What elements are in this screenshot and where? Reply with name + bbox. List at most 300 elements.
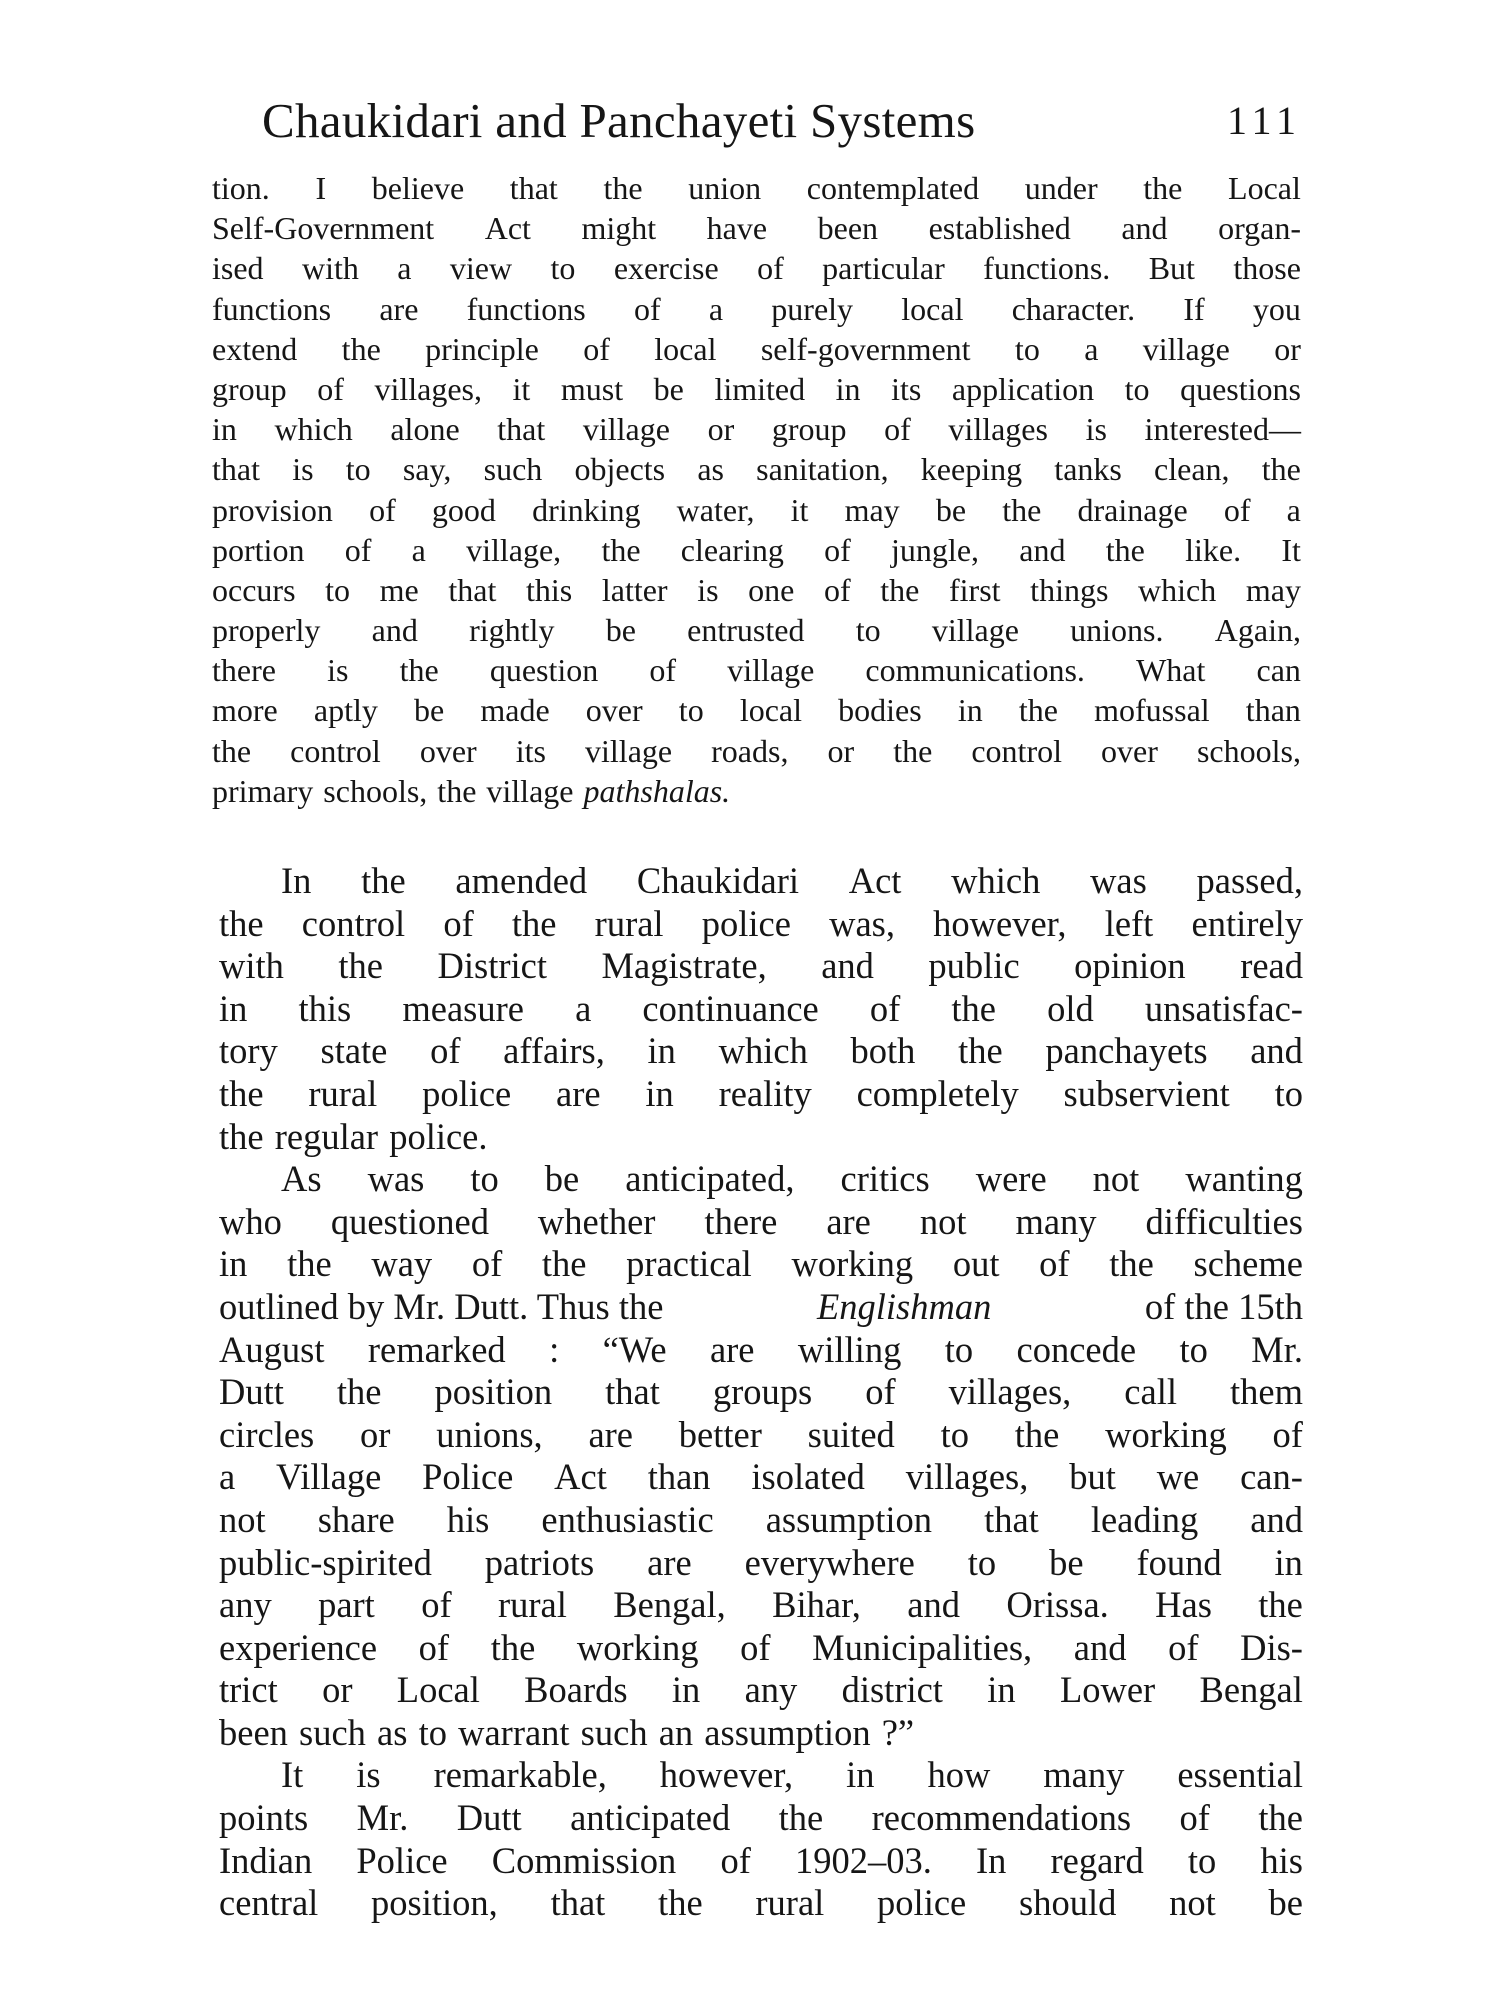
text-line <box>219 1797 1303 1840</box>
word: clearing <box>680 531 784 568</box>
word: keeping <box>920 451 1023 488</box>
word: are <box>556 1072 601 1114</box>
word: points <box>219 1797 309 1839</box>
word: of <box>369 491 396 528</box>
text-line <box>212 208 1301 248</box>
word: are <box>379 290 419 327</box>
word: unions. <box>1070 612 1164 649</box>
text-line <box>212 168 1301 208</box>
word: unsatisfac- <box>1144 987 1303 1029</box>
line-text: outlined by Mr. Dutt. Thus the <box>219 1285 664 1327</box>
word: whether <box>537 1200 656 1242</box>
word: to <box>345 451 371 488</box>
word: the <box>1143 170 1183 206</box>
word: Boards <box>524 1669 628 1711</box>
word: be <box>544 1158 580 1200</box>
word: a <box>575 987 592 1029</box>
word: old <box>1047 987 1094 1029</box>
word: those <box>1233 250 1301 287</box>
word: village <box>1142 330 1230 367</box>
word: Again, <box>1214 612 1301 649</box>
text-line <box>219 1243 1303 1286</box>
quoted-speech-block <box>212 168 1301 811</box>
word: the <box>880 571 920 608</box>
word: any <box>744 1669 798 1711</box>
paragraph-first-line <box>219 1754 1303 1797</box>
word: village <box>931 612 1019 649</box>
word: be <box>605 612 636 649</box>
word: to <box>1014 330 1040 367</box>
word: the <box>893 732 933 769</box>
word: as <box>697 451 724 488</box>
word: it <box>790 491 809 528</box>
word: : <box>549 1328 560 1370</box>
word: of <box>720 1839 751 1881</box>
text-line <box>219 945 1303 988</box>
word: group <box>771 411 847 448</box>
word: than <box>1245 692 1301 729</box>
word: functions. <box>983 250 1111 287</box>
word: of <box>1223 491 1251 528</box>
word: of <box>418 1626 450 1668</box>
line-text: primary schools, the village <box>212 772 574 809</box>
word: may <box>1245 571 1301 608</box>
word: the <box>341 330 381 367</box>
word: his <box>446 1498 490 1540</box>
word: rural <box>497 1584 567 1626</box>
text-line <box>219 1669 1303 1712</box>
word: to <box>1124 370 1150 407</box>
text-line <box>212 248 1301 288</box>
word: latter <box>601 571 668 608</box>
text-line <box>219 988 1303 1031</box>
word: water, <box>676 491 755 528</box>
word: extend <box>212 330 298 367</box>
word: be <box>653 370 684 407</box>
word: to <box>325 571 351 608</box>
word: public <box>928 945 1020 987</box>
word: mofussal <box>1094 692 1210 729</box>
word: What <box>1136 652 1206 689</box>
word: of <box>471 1243 503 1285</box>
word: are <box>588 1413 633 1455</box>
word: me <box>379 571 419 608</box>
word: of <box>1039 1243 1070 1285</box>
word: measure <box>402 987 524 1029</box>
word: Bengal <box>1199 1669 1303 1711</box>
word: Commission <box>491 1839 677 1881</box>
word: must <box>560 370 624 407</box>
paragraph-first-line <box>219 860 1303 903</box>
word: that <box>448 571 497 608</box>
text-line <box>212 650 1301 690</box>
word: should <box>1018 1882 1117 1924</box>
word: established <box>928 210 1071 247</box>
word: rural <box>594 902 664 944</box>
word: of <box>869 987 901 1029</box>
word: experience <box>219 1626 378 1668</box>
word: over <box>585 692 643 729</box>
word: in <box>1274 1541 1303 1583</box>
word: 1902–03. <box>794 1839 932 1881</box>
word: Bengal, <box>613 1584 726 1626</box>
word: however, <box>933 902 1067 944</box>
word: roads, <box>711 732 789 769</box>
word: might <box>581 210 657 247</box>
word: was, <box>829 902 895 944</box>
word: many <box>1015 1200 1097 1242</box>
word: of <box>421 1584 452 1626</box>
word: functions <box>212 290 332 327</box>
word: of <box>824 531 851 568</box>
word: be <box>1049 1541 1084 1583</box>
word: purely <box>771 290 854 327</box>
word: villages, <box>905 1456 1029 1498</box>
word: Dis- <box>1240 1626 1303 1668</box>
word: particular <box>822 250 945 287</box>
word: one <box>748 571 795 608</box>
word: village <box>727 652 815 689</box>
text-line <box>212 409 1301 449</box>
word: its <box>515 732 546 769</box>
word: may <box>844 491 900 528</box>
word: which <box>951 860 1041 901</box>
word: in <box>647 1030 676 1072</box>
word: of <box>1272 1413 1303 1455</box>
text-line <box>212 610 1301 650</box>
word: the <box>541 1243 587 1285</box>
word: rightly <box>469 612 555 649</box>
word: found <box>1136 1541 1222 1583</box>
word: the <box>1258 1797 1303 1839</box>
word: and <box>1019 531 1066 568</box>
word: scheme <box>1193 1243 1303 1285</box>
text-line: the regular police. <box>219 1115 488 1157</box>
word: and <box>1250 1498 1303 1540</box>
word: way <box>371 1243 433 1285</box>
word: continuance <box>642 987 819 1029</box>
word: in <box>219 987 248 1029</box>
word: local <box>654 330 717 367</box>
word: such <box>483 451 543 488</box>
word: made <box>480 692 550 729</box>
word: a <box>219 1456 236 1498</box>
word: been <box>817 210 879 247</box>
word: villages, <box>374 370 482 407</box>
word: District <box>437 945 547 987</box>
word: there <box>704 1200 778 1242</box>
word: I <box>315 170 327 206</box>
word: opinion <box>1074 945 1186 987</box>
text-line <box>219 1371 1303 1414</box>
word: central <box>219 1882 319 1924</box>
word: say, <box>402 451 452 488</box>
word: to <box>944 1328 974 1370</box>
word: who <box>219 1200 282 1242</box>
word: of <box>317 370 344 407</box>
page-number: 111 <box>1226 98 1302 143</box>
word: be <box>414 692 445 729</box>
word: you <box>1252 290 1301 327</box>
word: and <box>821 945 874 987</box>
word: the <box>336 1371 382 1413</box>
word: that <box>984 1498 1039 1540</box>
word: rural <box>755 1882 825 1924</box>
word: rural <box>308 1072 378 1114</box>
word: state <box>320 1030 388 1072</box>
text-line <box>212 771 1301 811</box>
word: Local <box>396 1669 480 1711</box>
word: remarkable, <box>433 1754 607 1796</box>
word: But <box>1148 250 1195 287</box>
word: is <box>292 451 314 488</box>
word: exercise <box>613 250 719 287</box>
text-line <box>219 1584 1303 1627</box>
word: regard <box>1050 1839 1144 1881</box>
word: however, <box>659 1754 794 1796</box>
word: of <box>633 290 661 327</box>
word: group <box>212 370 287 407</box>
word: not <box>219 1498 266 1540</box>
word: of <box>865 1371 896 1413</box>
word: occurs <box>212 571 296 608</box>
word: are <box>709 1328 755 1370</box>
word: patriots <box>484 1541 595 1583</box>
word: over <box>419 732 477 769</box>
word: recommendations <box>871 1797 1132 1839</box>
word: under <box>1024 170 1098 206</box>
word: the <box>399 652 439 689</box>
text-line <box>219 1882 1303 1925</box>
word: were <box>975 1158 1047 1200</box>
word: properly <box>212 612 321 649</box>
word: ised <box>212 250 264 287</box>
word: and <box>1073 1626 1127 1668</box>
text-line <box>212 490 1301 530</box>
text-line <box>212 289 1301 329</box>
text-line <box>219 1030 1303 1073</box>
word: to <box>1179 1328 1208 1370</box>
word: in <box>835 370 861 407</box>
word: not <box>919 1200 967 1242</box>
word: left <box>1104 902 1154 944</box>
word: good <box>431 491 496 528</box>
word: remarked <box>367 1328 506 1370</box>
word: to <box>1187 1839 1217 1881</box>
text-line: been such as to warrant such an assumption ?” <box>219 1711 915 1753</box>
word: questioned <box>330 1200 489 1242</box>
word: a <box>1084 330 1099 367</box>
word: how <box>927 1754 991 1796</box>
word: objects <box>574 451 666 488</box>
word: the <box>212 732 252 769</box>
word: suited <box>807 1413 895 1455</box>
word: is <box>697 571 719 608</box>
word: and <box>1250 1030 1303 1072</box>
word: working <box>576 1626 699 1668</box>
word: police <box>701 902 791 944</box>
word: application <box>951 370 1095 407</box>
line-text: of the 15th <box>1144 1285 1303 1327</box>
word: working <box>791 1243 914 1285</box>
word: Chaukidari <box>636 860 800 901</box>
word: call <box>1124 1371 1177 1413</box>
word: groups <box>712 1371 813 1413</box>
word: affairs, <box>503 1030 605 1072</box>
text-line <box>219 1286 1303 1329</box>
word: that <box>497 411 546 448</box>
word: concede <box>1016 1328 1137 1370</box>
word: questions <box>1180 370 1301 407</box>
word: in <box>219 1243 248 1285</box>
word: essential <box>1177 1754 1303 1796</box>
word: in <box>671 1669 701 1711</box>
word: the <box>1002 491 1042 528</box>
word: If <box>1183 290 1205 327</box>
word: both <box>850 1030 916 1072</box>
word: of <box>649 652 677 689</box>
word: to <box>940 1413 969 1455</box>
word: which <box>274 411 353 448</box>
word: better <box>678 1413 762 1455</box>
word: of <box>824 571 851 608</box>
word: and <box>371 612 418 649</box>
word: to <box>967 1541 997 1583</box>
word: It <box>281 1754 304 1796</box>
word: anticipated, <box>625 1158 795 1200</box>
word: than <box>647 1456 711 1498</box>
word: communications. <box>865 652 1085 689</box>
word: jungle, <box>891 531 980 568</box>
word: out <box>952 1243 1000 1285</box>
word: to <box>470 1158 499 1200</box>
word: are <box>647 1541 692 1583</box>
word: in <box>212 411 237 448</box>
word: is <box>356 1754 381 1796</box>
word: with <box>219 945 284 987</box>
word: Orissa. <box>1006 1584 1109 1626</box>
paragraph-first-line <box>219 1158 1303 1201</box>
word: portion <box>212 531 305 568</box>
word: control <box>301 902 406 944</box>
word: the <box>361 860 406 901</box>
word: the <box>1014 1413 1060 1455</box>
word: a <box>411 531 426 568</box>
running-title: Chaukidari and Panchayeti Systems <box>262 93 976 148</box>
word: the <box>490 1626 536 1668</box>
word: contemplated <box>806 170 980 206</box>
word: schools, <box>1196 732 1301 769</box>
word: the <box>287 1243 332 1285</box>
word: provision <box>212 491 333 528</box>
word: As <box>281 1158 322 1200</box>
word: In <box>975 1839 1007 1881</box>
word: Mr. <box>1251 1328 1303 1370</box>
word: Act <box>554 1456 607 1498</box>
word: question <box>489 652 599 689</box>
word: drinking <box>532 491 641 528</box>
word: organ- <box>1218 210 1301 247</box>
word: which <box>718 1030 808 1072</box>
word: reality <box>718 1072 812 1114</box>
word: it <box>512 370 531 407</box>
word: village, <box>466 531 562 568</box>
word: functions <box>466 290 586 327</box>
word: Local <box>1228 170 1301 206</box>
word: Act <box>848 860 902 901</box>
word: assumption <box>765 1498 933 1540</box>
text-line <box>219 1627 1303 1670</box>
text-line <box>212 369 1301 409</box>
word: to <box>1274 1072 1303 1114</box>
word: we <box>1156 1456 1200 1498</box>
word: In <box>281 860 312 901</box>
word: district <box>841 1669 943 1711</box>
word: the <box>511 902 557 944</box>
word: villages, <box>948 1371 1072 1413</box>
word: Self-Government <box>212 210 435 247</box>
word: or <box>322 1669 353 1711</box>
word: alone <box>390 411 460 448</box>
word: tanks <box>1054 451 1122 488</box>
word: Municipalities, <box>812 1626 1033 1668</box>
word: Act <box>484 210 531 247</box>
text-line <box>219 1329 1303 1372</box>
word: clean, <box>1154 451 1230 488</box>
word: are <box>826 1200 871 1242</box>
word: over <box>1101 732 1158 769</box>
word: the <box>951 987 996 1029</box>
word: working <box>1105 1413 1227 1455</box>
word: with <box>301 250 359 287</box>
word: his <box>1260 1839 1303 1881</box>
word: of <box>344 531 372 568</box>
word: the <box>1109 1243 1154 1285</box>
word: It <box>1281 531 1301 568</box>
word: of <box>443 902 474 944</box>
word: a <box>1286 491 1301 528</box>
word: willing <box>797 1328 902 1370</box>
text-line <box>212 530 1301 570</box>
word: was <box>1090 860 1147 901</box>
word: August <box>219 1328 325 1370</box>
text-line <box>219 1073 1303 1116</box>
word: many <box>1043 1754 1125 1796</box>
word: Has <box>1155 1584 1212 1626</box>
word: the <box>778 1797 824 1839</box>
word: view <box>449 250 513 287</box>
word: that <box>605 1371 660 1413</box>
word: Bihar, <box>772 1584 861 1626</box>
word: local <box>901 290 964 327</box>
text-line <box>219 1499 1303 1542</box>
word: Dutt <box>219 1371 284 1413</box>
word: but <box>1069 1456 1116 1498</box>
word: tory <box>219 1030 278 1072</box>
word: not <box>1169 1882 1216 1924</box>
word: and <box>907 1584 960 1626</box>
word: is <box>1085 411 1107 448</box>
word: in <box>645 1072 674 1114</box>
word: “We <box>602 1328 667 1370</box>
word: Village <box>276 1456 382 1498</box>
word: control <box>290 732 381 769</box>
text-line <box>219 1201 1303 1244</box>
word: tion. <box>212 170 270 206</box>
word: Mr. <box>356 1797 409 1839</box>
word: them <box>1229 1371 1303 1413</box>
word: read <box>1240 945 1303 987</box>
